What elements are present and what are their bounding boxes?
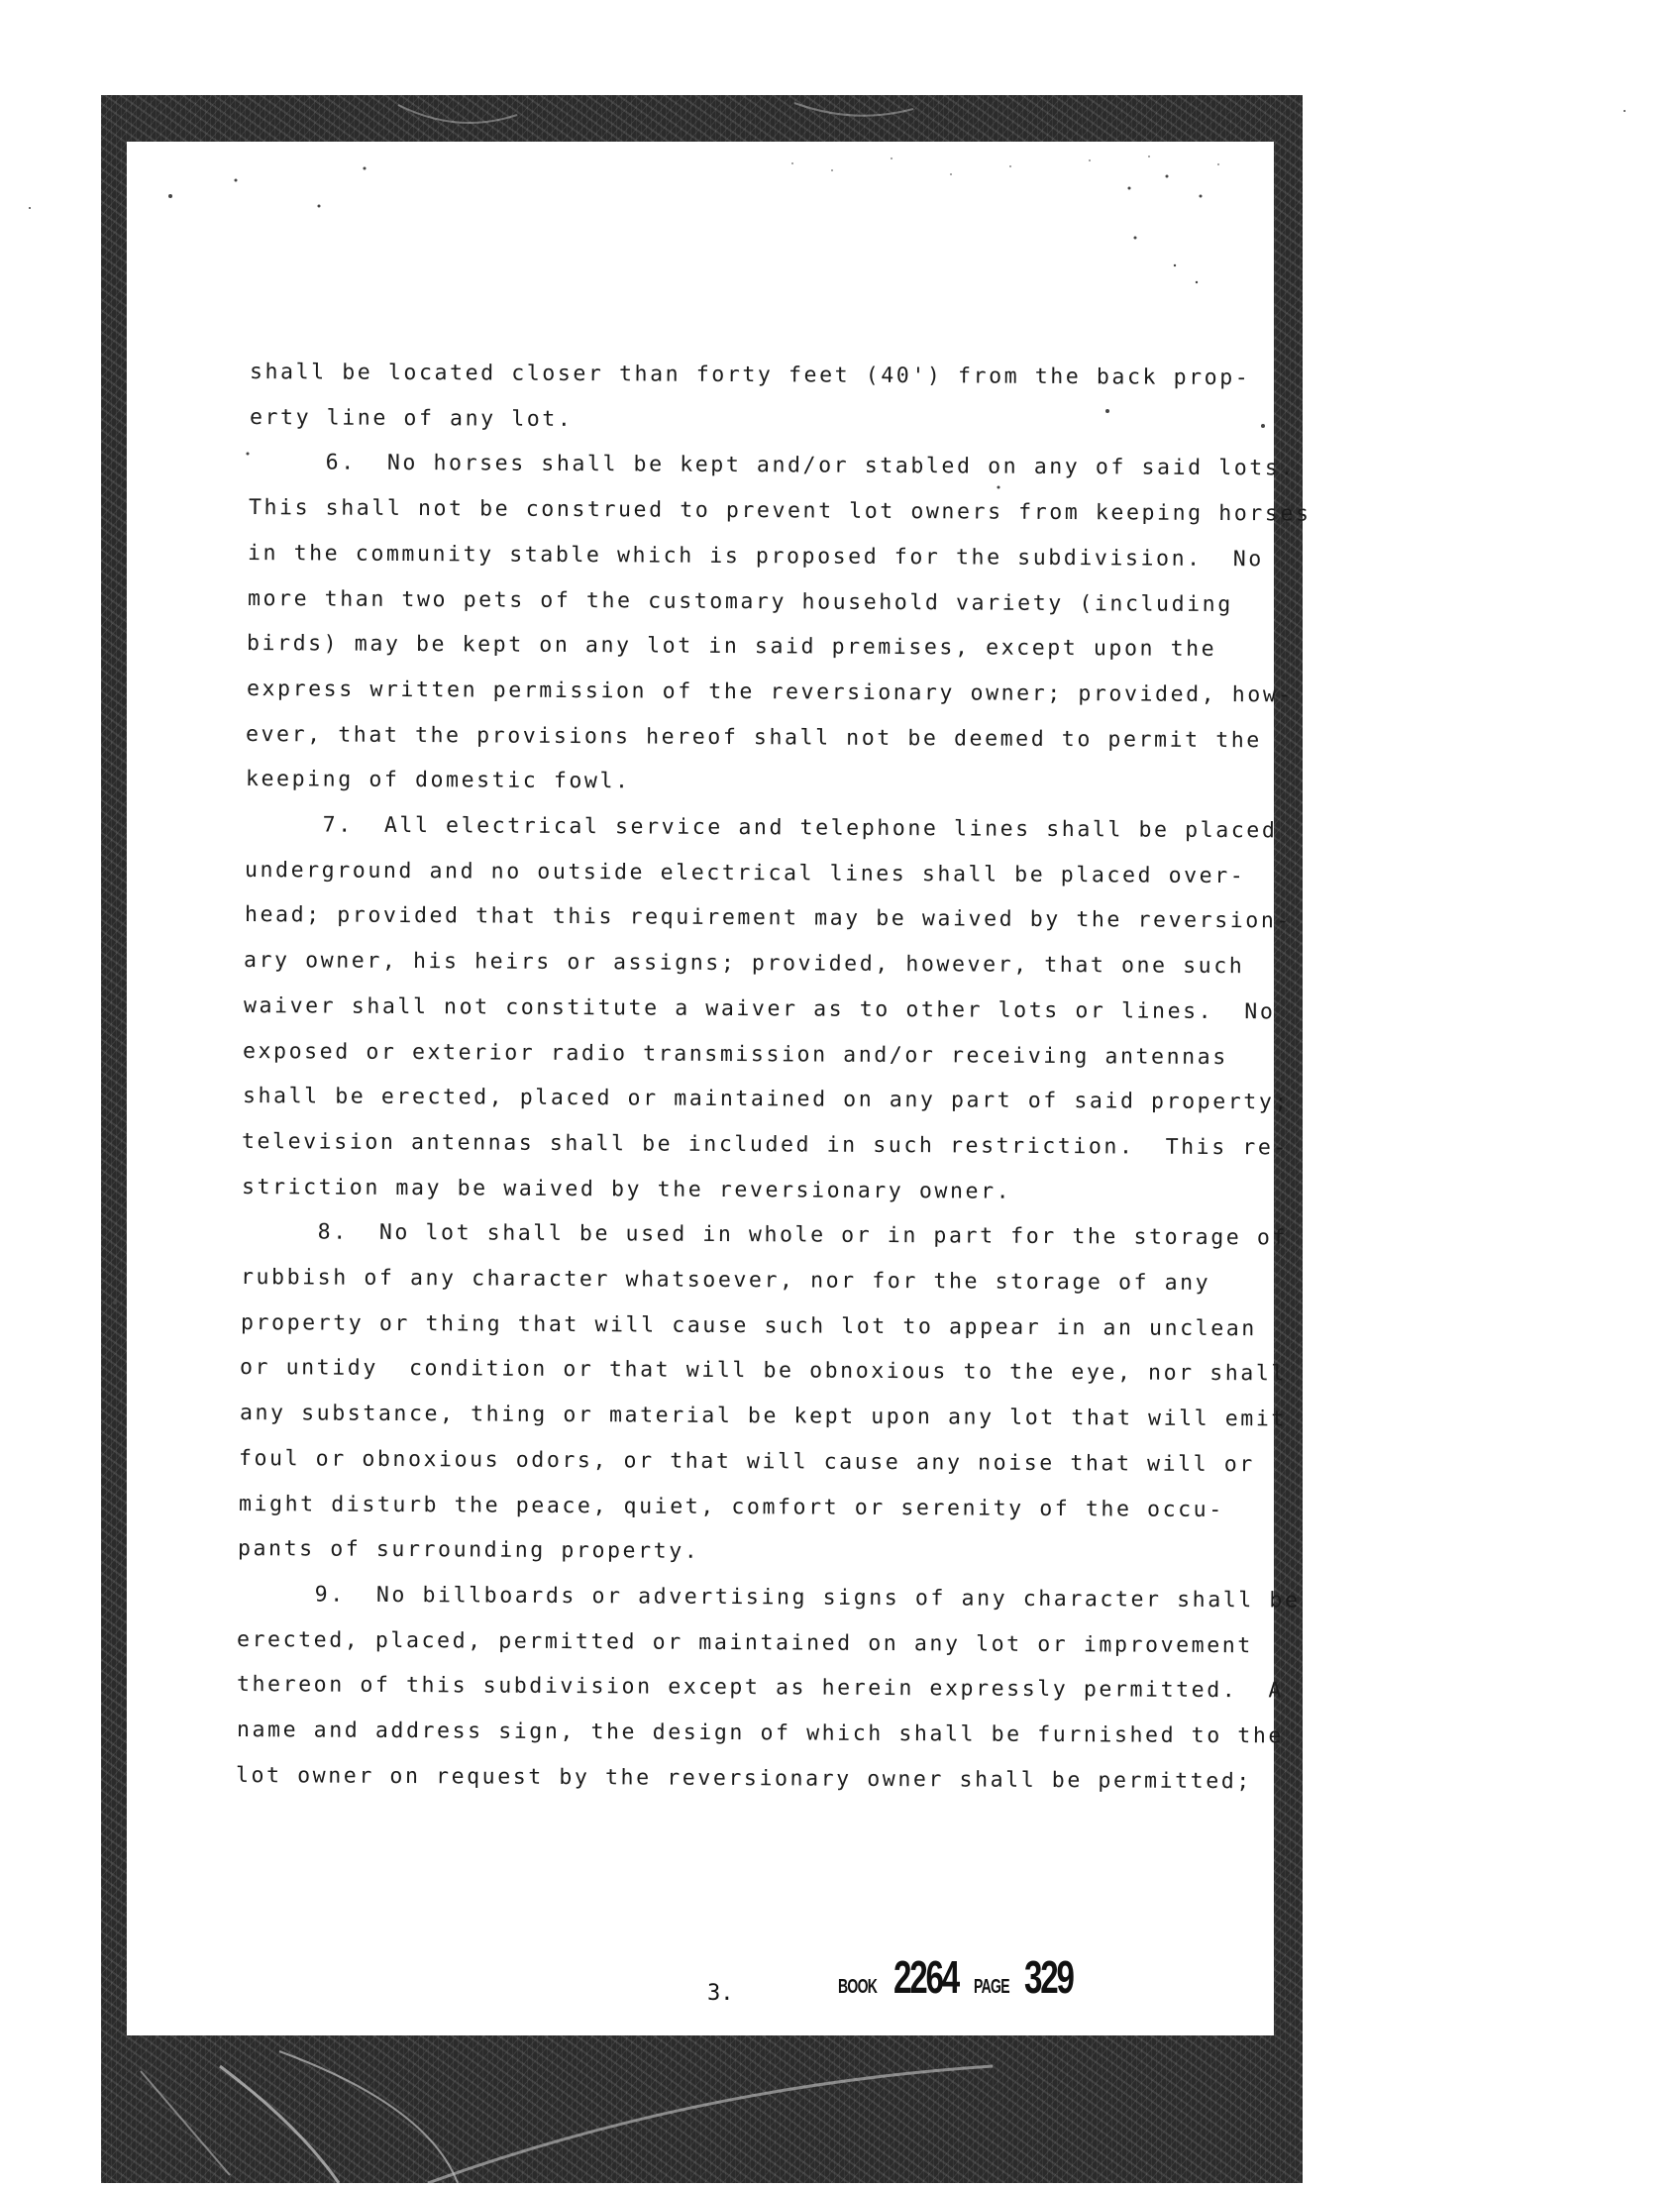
text-line: foul or obnoxious odors, or that will cause any noise that will or bbox=[239, 1445, 1256, 1478]
text-line: 6. No horses shall be kept and/or stabled on any of said lots. bbox=[249, 450, 1297, 481]
text-line: ary owner, his heirs or assigns; provided, however, that one such bbox=[244, 948, 1245, 980]
text-line: birds) may be kept on any lot in said premises, except upon the bbox=[247, 631, 1217, 663]
text-line: erected, placed, permitted or maintained on any lot or improvement bbox=[237, 1626, 1254, 1658]
text-line: thereon of this subdivision except as herein expressly permitted. A bbox=[236, 1672, 1284, 1704]
text-line: name and address sign, the design of which shall be furnished to the bbox=[236, 1718, 1284, 1749]
text-line: in the community stable which is proposed for the subdivision. No bbox=[248, 540, 1265, 573]
text-line: exposed or exterior radio transmission and/or receiving antennas bbox=[243, 1038, 1229, 1070]
text-line: any substance, thing or material be kept upon any lot that will emit bbox=[239, 1401, 1287, 1432]
text-line: head; provided that this requirement may be waived by the reversion- bbox=[244, 902, 1292, 934]
page-number: 3. bbox=[707, 1981, 734, 2006]
text-line: might disturb the peace, quiet, comfort or serenity of the occu- bbox=[238, 1491, 1224, 1522]
page-label: PAGE bbox=[973, 1976, 1009, 1998]
text-line: shall be located closer than forty feet (40') from the back prop- bbox=[249, 360, 1251, 391]
book-label: BOOK bbox=[838, 1976, 878, 1998]
text-line: 9. No billboards or advertising signs of any character shall be bbox=[237, 1581, 1301, 1614]
text-line: underground and no outside electrical lines shall be placed over- bbox=[244, 857, 1246, 888]
book-page-stamp bbox=[838, 1950, 1092, 2004]
text-line: property or thing that will cause such lot to appear in an unclean bbox=[240, 1309, 1257, 1341]
text-line: express written permission of the reversionary owner; provided, how- bbox=[246, 676, 1294, 708]
text-line: erty line of any lot. bbox=[249, 404, 574, 432]
book-number: 2264 bbox=[893, 1951, 959, 2003]
text-line: 7. All electrical service and telephone lines shall be placed bbox=[245, 812, 1278, 844]
text-line: or untidy condition or that will be obnoxious to the eye, nor shall bbox=[240, 1355, 1288, 1387]
document-page bbox=[127, 142, 1312, 2035]
text-line: lot owner on request by the reversionary owner shall be permitted; bbox=[235, 1762, 1253, 1794]
text-line: keeping of domestic fowl. bbox=[245, 767, 631, 794]
text-line: striction may be waived by the reversionary owner. bbox=[241, 1174, 1012, 1204]
text-line: more than two pets of the customary household variety (including bbox=[247, 585, 1233, 617]
text-line: television antennas shall be included in such restriction. This re- bbox=[242, 1128, 1290, 1161]
text-line: waiver shall not constitute a waiver as to other lots or lines. No bbox=[243, 992, 1276, 1025]
document-body-text bbox=[127, 142, 1312, 2035]
text-line: rubbish of any character whatsoever, nor for the storage of any bbox=[240, 1265, 1211, 1296]
text-line: 8. No lot shall be used in whole or in part for the storage of bbox=[241, 1219, 1289, 1251]
text-line: pants of surrounding property. bbox=[238, 1536, 700, 1565]
text-line: shall be erected, placed or maintained on any part of said property; bbox=[242, 1084, 1290, 1115]
text-line: ever, that the provisions hereof shall not be deemed to permit the bbox=[246, 721, 1263, 753]
text-line: This shall not be construed to prevent lot owners from keeping horses bbox=[248, 495, 1312, 527]
page-reference: 329 bbox=[1024, 1951, 1073, 2003]
